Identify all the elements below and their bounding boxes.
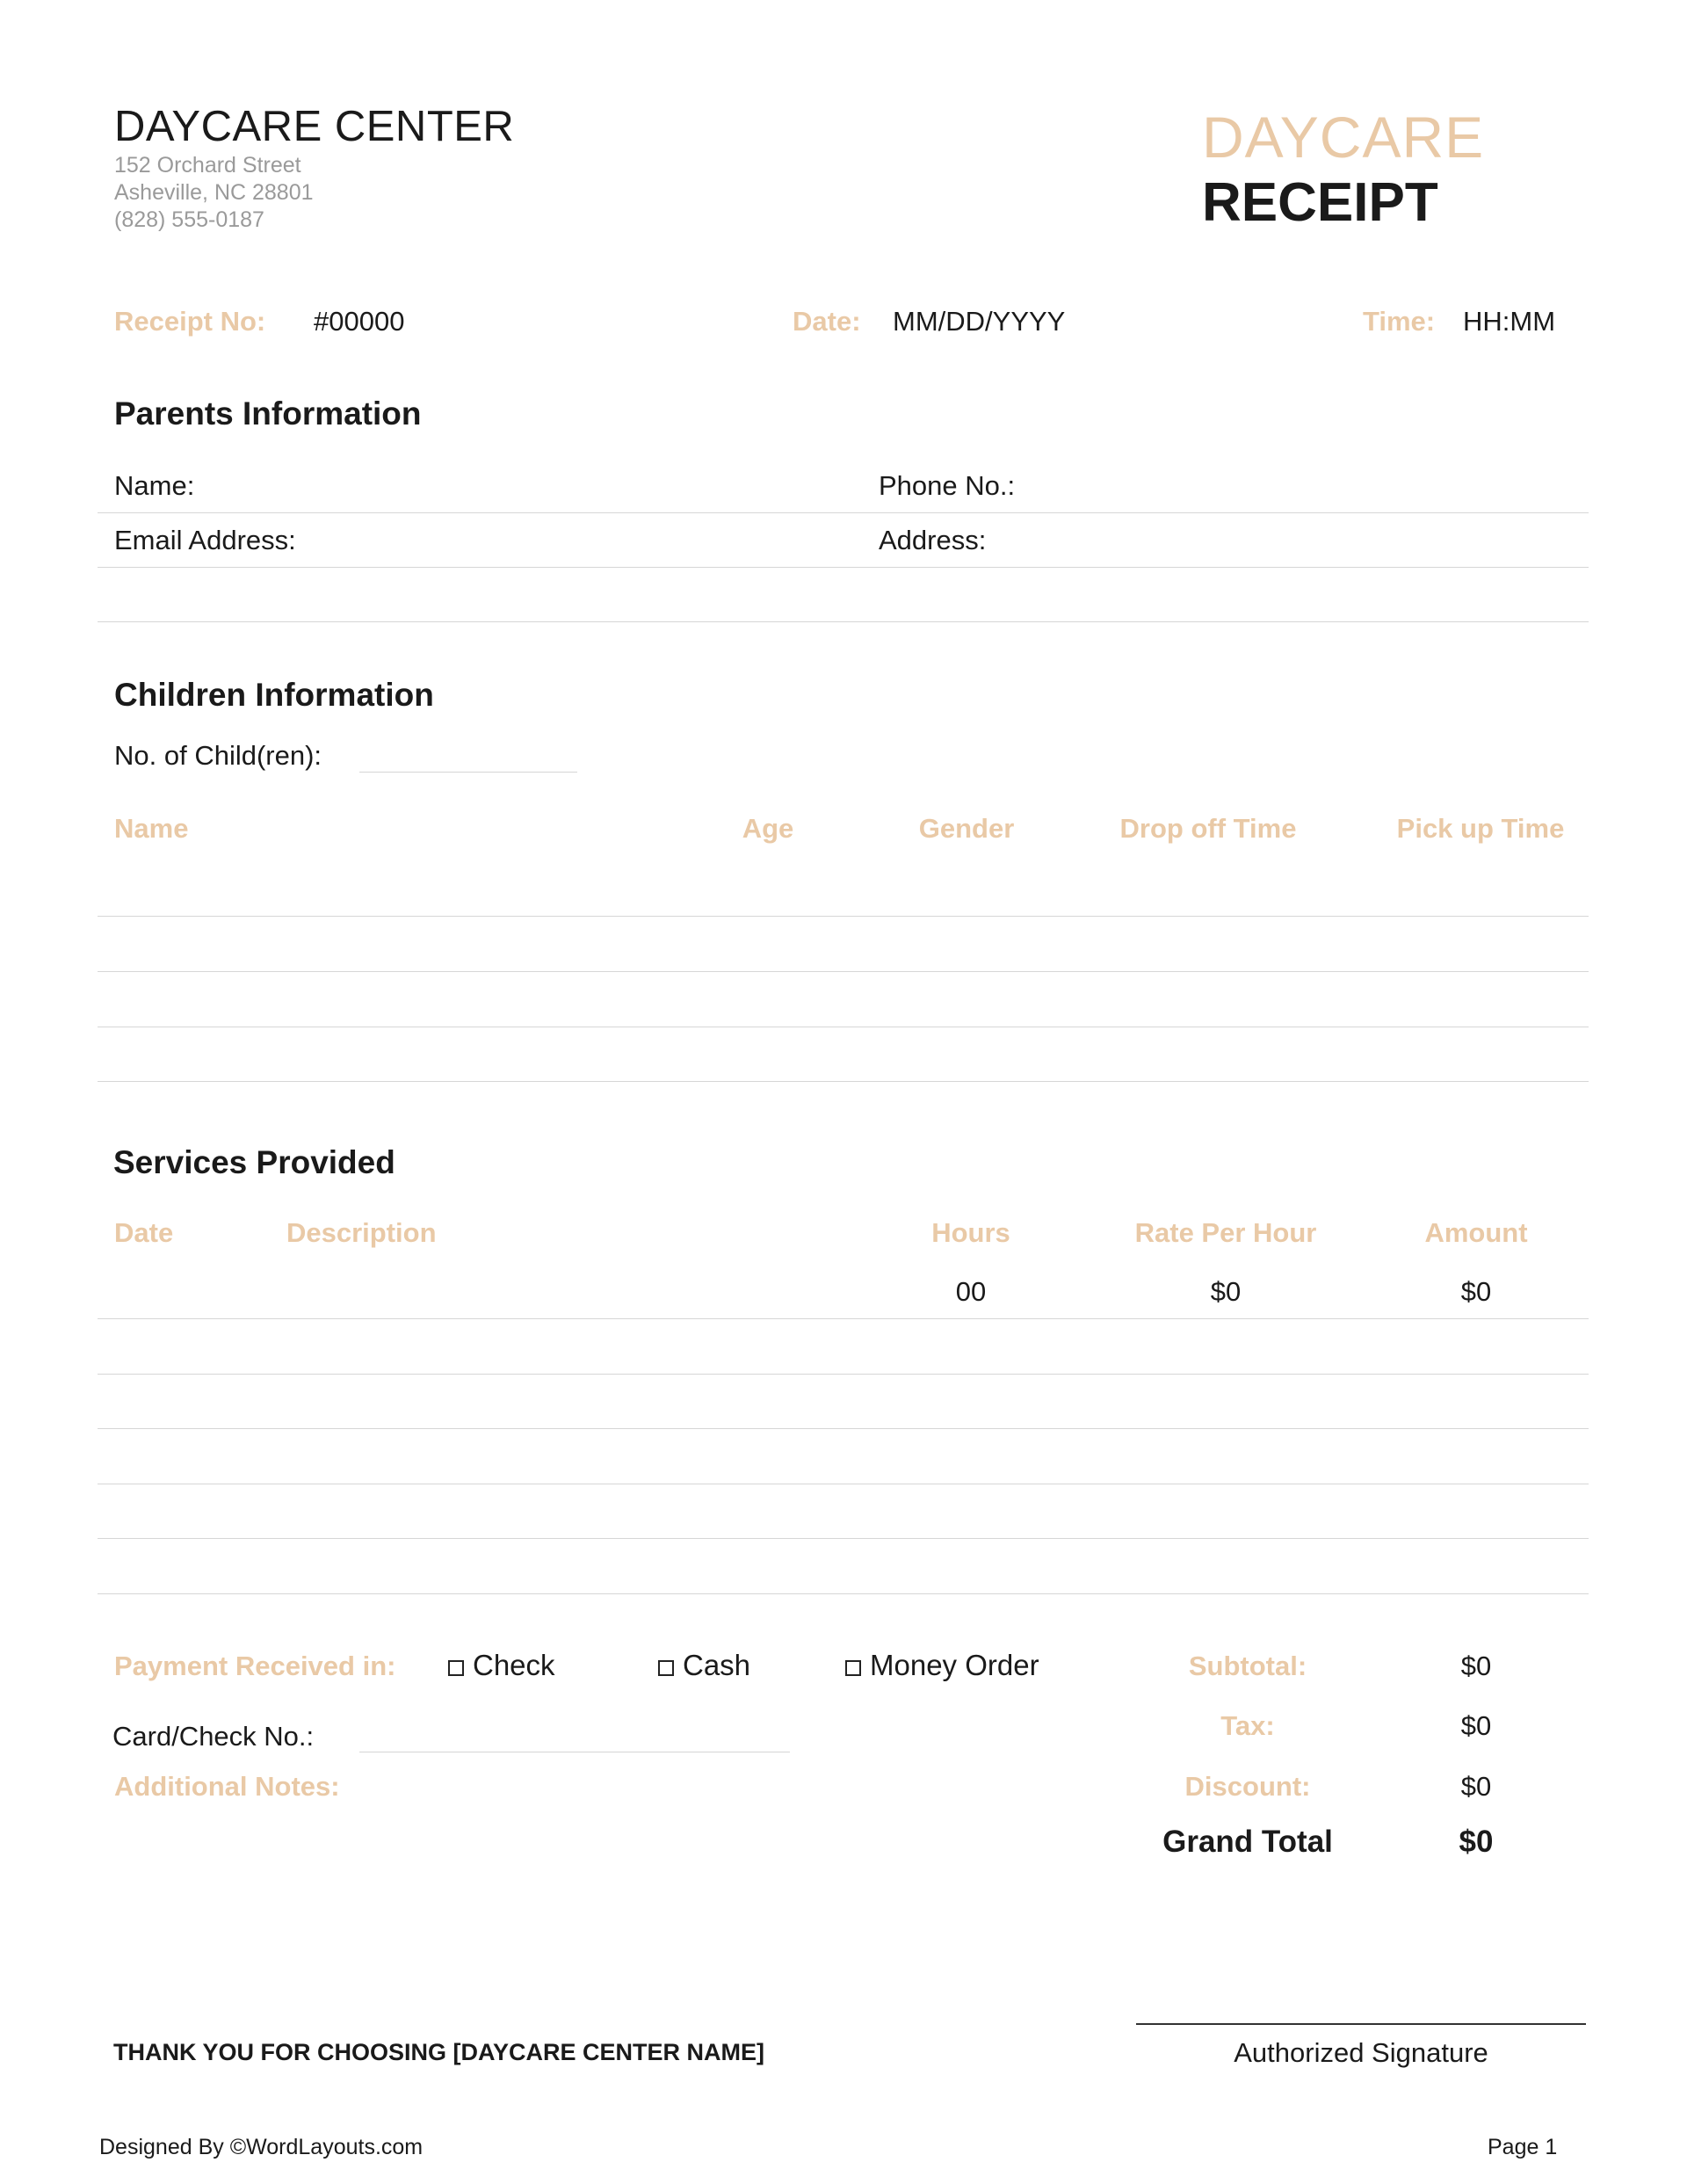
children-col-name: Name [114, 813, 189, 844]
designer-credit[interactable]: Designed By ©WordLayouts.com [99, 2135, 424, 2159]
payment-option-label: Money Order [870, 1649, 1039, 1681]
parent-email-label: Email Address: [114, 525, 296, 555]
date-value[interactable]: MM/DD/YYYY [893, 306, 1066, 337]
parent-name-label: Name: [114, 470, 195, 501]
children-row-divider [98, 916, 1589, 917]
services-row-divider [98, 1374, 1589, 1375]
service-hours[interactable]: 00 [955, 1276, 987, 1307]
title-receipt: RECEIPT [1202, 172, 1438, 233]
children-col-age: Age [742, 813, 794, 844]
checkbox-icon[interactable] [448, 1660, 464, 1676]
authorized-signature-label: Authorized Signature [1234, 2037, 1488, 2068]
service-rate[interactable]: $0 [1210, 1276, 1242, 1307]
signature-line[interactable] [1136, 2023, 1586, 2025]
company-city: Asheville, NC 28801 [114, 180, 314, 205]
children-count-field[interactable] [359, 772, 577, 773]
grand-total-label: Grand Total [1162, 1825, 1333, 1859]
services-col-amount: Amount [1424, 1217, 1528, 1248]
receipt-no-label: Receipt No: [114, 306, 266, 337]
additional-notes-label: Additional Notes: [114, 1771, 340, 1802]
company-name: DAYCARE CENTER [114, 103, 515, 150]
payment-option-label: Cash [683, 1649, 751, 1681]
parent-phone-label: Phone No.: [879, 470, 1016, 501]
payment-option-money-order[interactable] [845, 1649, 1039, 1682]
payment-label: Payment Received in: [114, 1651, 396, 1681]
checkbox-icon[interactable] [845, 1660, 861, 1676]
services-col-date: Date [114, 1217, 174, 1248]
tax-value: $0 [1460, 1710, 1492, 1741]
children-col-dropoff: Drop off Time [1119, 813, 1297, 844]
time-label: Time: [1363, 306, 1436, 337]
services-col-description: Description [286, 1217, 437, 1248]
title-daycare: DAYCARE [1202, 105, 1485, 170]
service-amount[interactable]: $0 [1460, 1276, 1492, 1307]
card-check-label: Card/Check No.: [112, 1721, 315, 1752]
parent-row-divider [98, 621, 1589, 622]
children-row-divider [98, 1081, 1589, 1082]
date-label: Date: [793, 306, 861, 337]
subtotal-label: Subtotal: [1188, 1651, 1307, 1681]
services-col-rate: Rate Per Hour [1134, 1217, 1317, 1248]
services-col-hours: Hours [931, 1217, 1010, 1248]
services-row-divider [98, 1593, 1589, 1594]
company-street: 152 Orchard Street [114, 153, 301, 178]
payment-option-label: Check [473, 1649, 555, 1681]
checkbox-icon[interactable] [658, 1660, 674, 1676]
parent-row-divider [98, 512, 1589, 513]
parent-row-divider [98, 567, 1589, 568]
services-row-divider [98, 1428, 1589, 1429]
tax-label: Tax: [1220, 1710, 1275, 1741]
services-row-divider [98, 1318, 1589, 1319]
parent-address-label: Address: [879, 525, 987, 555]
page-number: Page 1 [1488, 2135, 1558, 2159]
children-row-divider [98, 971, 1589, 972]
parents-heading: Parents Information [114, 395, 422, 432]
discount-label: Discount: [1184, 1771, 1311, 1802]
payment-option-cash[interactable] [658, 1649, 750, 1682]
children-col-pickup: Pick up Time [1396, 813, 1565, 844]
children-heading: Children Information [114, 677, 434, 713]
children-col-gender: Gender [918, 813, 1015, 844]
time-value[interactable]: HH:MM [1463, 306, 1556, 337]
thank-you-note: THANK YOU FOR CHOOSING [DAYCARE CENTER NAME] [113, 2039, 765, 2065]
subtotal-value: $0 [1460, 1651, 1492, 1681]
services-heading: Services Provided [113, 1144, 395, 1180]
payment-option-check[interactable] [448, 1649, 555, 1682]
discount-value: $0 [1460, 1771, 1492, 1802]
children-count-label: No. of Child(ren): [114, 740, 322, 771]
grand-total-value: $0 [1459, 1825, 1494, 1859]
receipt-no-value[interactable]: #00000 [314, 306, 405, 337]
company-phone: (828) 555-0187 [114, 207, 264, 232]
services-row-divider [98, 1538, 1589, 1539]
